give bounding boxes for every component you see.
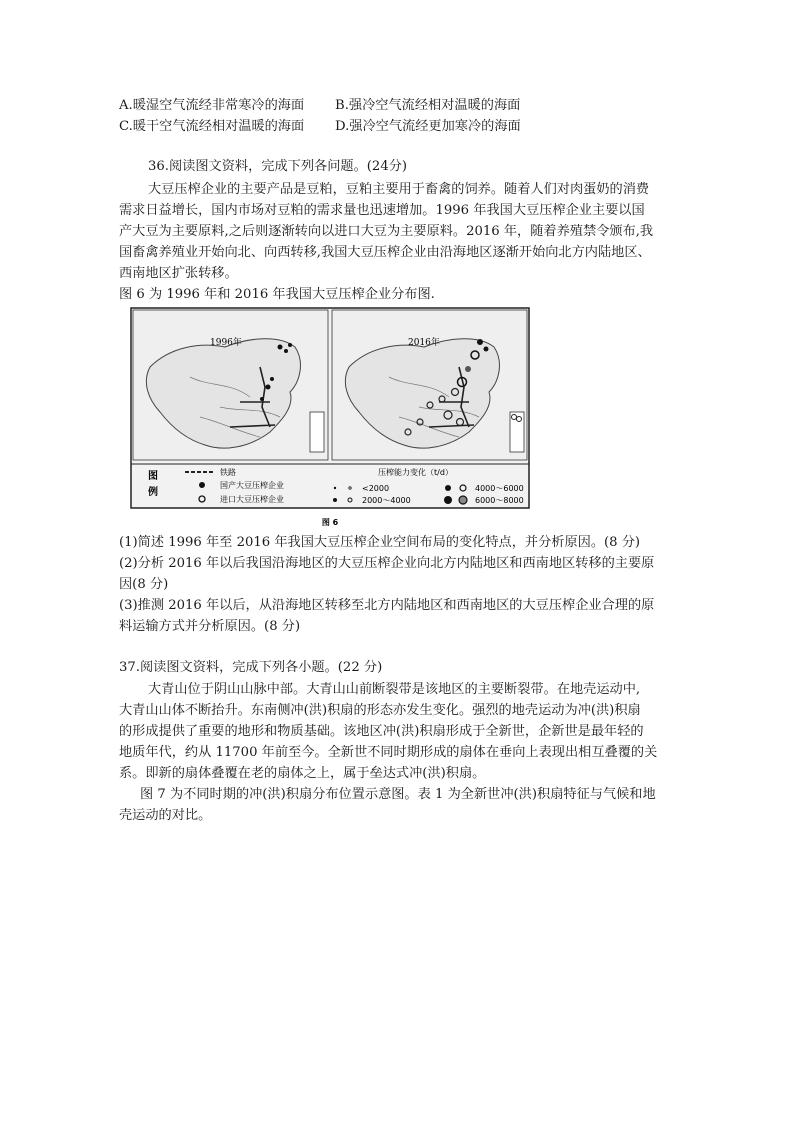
q37-para-line: 大青山山体不断抬升。东南侧冲(洪)积扇的形态亦发生变化。强烈的地壳运动为冲(洪)积扇 (119, 703, 641, 718)
legend-capacity-1: <2000 (362, 484, 390, 493)
q37-para-line: 的形成提供了重要的地形和物质基础。该地区冲(洪)积扇形成于全新世，企新世是最年轻的 (119, 724, 644, 739)
capacity-symbol (459, 496, 467, 504)
enterprise-dot (266, 385, 271, 390)
enterprise-dot (270, 377, 274, 381)
legend-domestic-label: 国产大豆压榨企业 (220, 481, 284, 490)
domestic-legend-symbol (199, 482, 205, 488)
q37-para-line: 地质年代，约从 11700 年前至今。全新世不同时期形成的扇体在垂向上表现出相互叠覆的关 (119, 745, 658, 760)
q36-subquestion-1: (1)简述 1996 年至 2016 年我国大豆压榨企业空间布局的变化特点，并分析原因。(8 分) (119, 535, 641, 550)
map-right-year-label: 2016年 (408, 338, 440, 348)
enterprise-dot (477, 339, 483, 345)
map-left-year-label: 1996年 (210, 338, 242, 348)
legend-title-part: 图 (148, 471, 158, 482)
q37-title: 37.阅读图文资料，完成下列各小题。(22 分) (119, 660, 383, 675)
q37-para-line: 大青山位于阴山山脉中部。大青山山前断裂带是该地区的主要断裂带。在地壳运动中, (148, 682, 641, 697)
enterprise-dot (465, 366, 471, 372)
figure-6-maps (130, 307, 530, 537)
map-2016 (332, 310, 527, 460)
q36-para-line: 西南地区扩张转移。 (119, 266, 238, 281)
enterprise-dot (484, 347, 489, 352)
legend-railway-label: 铁路 (220, 468, 236, 477)
capacity-symbol (334, 487, 336, 489)
q36-subquestion-3-cont: 料运输方式并分析原因。(8 分) (119, 619, 301, 634)
option-a: A.暖湿空气流经非常寒冷的海面 (119, 98, 305, 113)
legend-capacity-title: 压榨能力变化（t/d） (378, 468, 453, 477)
enterprise-dot (278, 345, 283, 350)
enterprise-dot (284, 349, 288, 353)
legend-imported-label: 进口大豆压榨企业 (220, 495, 284, 504)
option-b: B.强冷空气流经相对温暖的海面 (335, 98, 521, 113)
q37-para2-line: 壳运动的对比。 (119, 808, 212, 823)
legend-capacity-3: 4000～6000 (475, 484, 524, 493)
south-sea-inset (310, 412, 324, 452)
capacity-symbol (333, 498, 337, 502)
q36-subquestion-2-cont: 因(8 分) (119, 577, 169, 592)
figure-caption: 图 6 (321, 518, 339, 527)
q36-subquestion-3: (3)推测 2016 年以后，从沿海地区转移至北方内陆地区和西南地区的大豆压榨企业合理的原 (119, 598, 655, 613)
capacity-symbol (444, 496, 452, 504)
q37-para2-line: 图 7 为不同时期的冲(洪)积扇分布位置示意图。表 1 为全新世冲(洪)积扇特征与气候和地 (140, 787, 656, 802)
q36-title: 36.阅读图文资料，完成下列各问题。(24分) (148, 159, 408, 174)
enterprise-dot (288, 343, 292, 347)
q36-para-line: 需求日益增长，国内市场对豆粕的需求量也迅速增加。1996 年我国大豆压榨企业主要以国 (119, 203, 645, 218)
q36-para-line: 国畜禽养殖业开始向北、向西转移,我国大豆压榨企业由沿海地区逐渐开始向北方内陆地区、 (119, 245, 651, 260)
q36-subquestion-2: (2)分析 2016 年以后我国沿海地区的大豆压榨企业向北方内陆地区和西南地区转移的主要原 (119, 556, 655, 571)
map-1996 (133, 310, 328, 460)
enterprise-dot (260, 397, 264, 401)
q36-para-line: 大豆压榨企业的主要产品是豆粕，豆粕主要用于畜禽的饲养。随着人们对肉蛋奶的消费 (148, 182, 650, 197)
option-c: C.暖干空气流经相对温暖的海面 (119, 119, 305, 134)
q36-para-line: 产大豆为主要原料,之后则逐渐转向以进口大豆为主要原料。2016 年，随着养殖禁令颁布,我 (119, 224, 654, 239)
legend-capacity-2: 2000～4000 (362, 496, 411, 505)
legend-title-part: 例 (148, 487, 158, 498)
capacity-symbol (445, 485, 451, 491)
q37-para-line: 系。即新的扇体叠覆在老的扇体之上，属于垒达式冲(洪)积扇。 (119, 766, 486, 781)
option-d: D.强冷空气流经更加寒冷的海面 (335, 119, 521, 134)
legend-capacity-4: 6000～8000 (475, 496, 524, 505)
q36-figure-intro: 图 6 为 1996 年和 2016 年我国大豆压榨企业分布图. (119, 287, 435, 302)
